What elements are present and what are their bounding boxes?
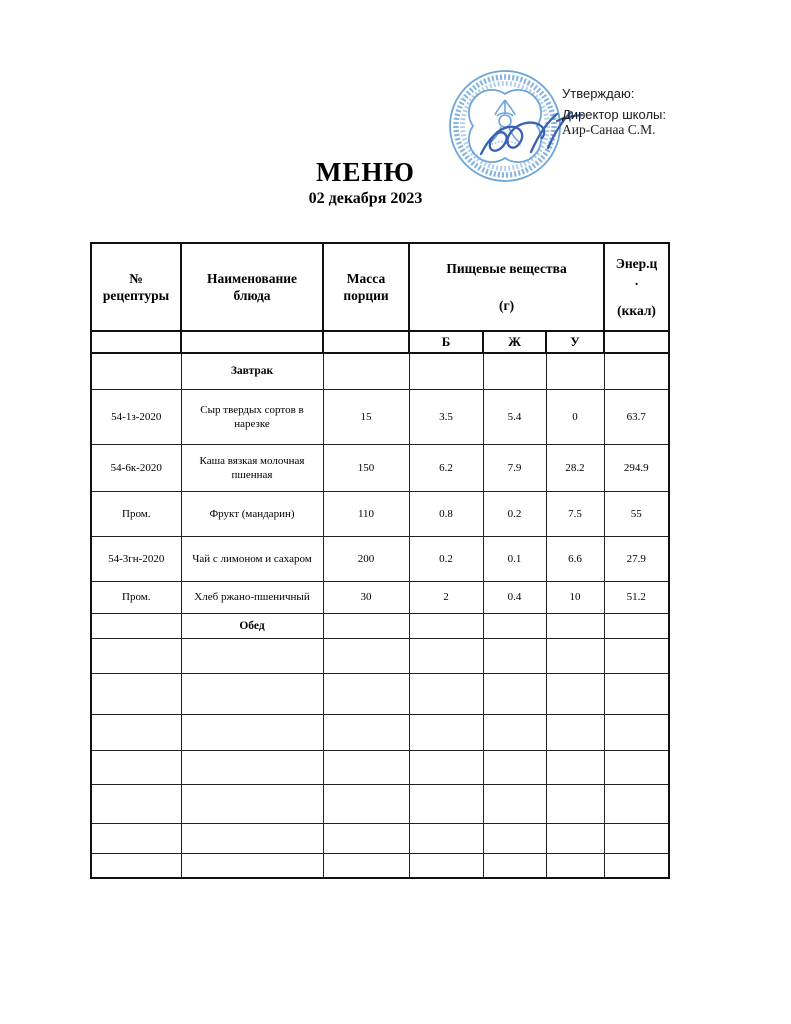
approval-director-name: Аир-Санаа С.М.	[562, 122, 656, 137]
dish-cell	[181, 823, 323, 853]
protein-cell	[409, 784, 483, 823]
recipe-cell	[91, 353, 181, 389]
protein-cell	[409, 750, 483, 784]
mass-cell: 110	[323, 491, 409, 536]
empty-row	[91, 853, 669, 878]
meal-section-row	[91, 613, 669, 638]
protein-cell	[409, 673, 483, 714]
empty-row	[91, 673, 669, 714]
protein-cell: 3.5	[409, 389, 483, 444]
kcal-cell	[604, 714, 669, 750]
header-energy-unit: (ккал)	[617, 303, 656, 318]
approval-block	[562, 86, 692, 137]
header-protein: Б	[409, 331, 483, 353]
mass-cell: 150	[323, 444, 409, 491]
mass-cell	[323, 673, 409, 714]
menu-table	[90, 242, 670, 879]
carbs-cell: 10	[546, 581, 604, 613]
kcal-cell	[604, 750, 669, 784]
dish-cell: Обед	[181, 613, 323, 638]
kcal-cell	[604, 784, 669, 823]
fat-cell	[483, 784, 546, 823]
fat-cell	[483, 613, 546, 638]
empty-row	[91, 750, 669, 784]
carbs-cell	[546, 353, 604, 389]
header-nutrients-label: Пищевые вещества	[446, 261, 567, 276]
empty-row	[91, 714, 669, 750]
fat-cell	[483, 853, 546, 878]
seal-emblem	[489, 100, 521, 146]
header-spacer-cell	[91, 331, 181, 353]
kcal-cell: 294.9	[604, 444, 669, 491]
fat-cell	[483, 673, 546, 714]
fat-cell: 0.1	[483, 536, 546, 581]
dish-cell: Фрукт (мандарин)	[181, 491, 323, 536]
protein-cell	[409, 714, 483, 750]
menu-table-body	[91, 353, 669, 878]
carbs-cell	[546, 853, 604, 878]
approval-position: Директор школы:	[562, 107, 666, 122]
recipe-cell	[91, 673, 181, 714]
mass-cell	[323, 714, 409, 750]
dish-cell	[181, 638, 323, 673]
protein-cell: 6.2	[409, 444, 483, 491]
header-dish: Наименование блюда	[181, 243, 323, 331]
empty-row	[91, 638, 669, 673]
header-mass: Масса порции	[323, 243, 409, 331]
fat-cell: 5.4	[483, 389, 546, 444]
kcal-cell	[604, 673, 669, 714]
dish-cell: Сыр твердых сортов в нарезке	[181, 389, 323, 444]
recipe-cell	[91, 853, 181, 878]
fat-cell	[483, 750, 546, 784]
fat-cell	[483, 353, 546, 389]
recipe-cell	[91, 750, 181, 784]
protein-cell: 0.8	[409, 491, 483, 536]
protein-cell: 2	[409, 581, 483, 613]
kcal-cell: 27.9	[604, 536, 669, 581]
dish-cell	[181, 750, 323, 784]
recipe-cell: 54-3гн-2020	[91, 536, 181, 581]
mass-cell	[323, 613, 409, 638]
mass-cell: 15	[323, 389, 409, 444]
kcal-cell: 51.2	[604, 581, 669, 613]
carbs-cell: 28.2	[546, 444, 604, 491]
carbs-cell	[546, 823, 604, 853]
kcal-cell: 63.7	[604, 389, 669, 444]
header-recipe: № рецептуры	[91, 243, 181, 331]
carbs-cell	[546, 613, 604, 638]
recipe-cell	[91, 638, 181, 673]
document-title: МЕНЮ	[316, 157, 415, 187]
header-energy-line1: Энер.ц	[615, 256, 658, 271]
kcal-cell	[604, 638, 669, 673]
kcal-cell	[604, 353, 669, 389]
recipe-cell: 54-6к-2020	[91, 444, 181, 491]
kcal-cell: 55	[604, 491, 669, 536]
kcal-cell	[604, 613, 669, 638]
kcal-cell	[604, 823, 669, 853]
recipe-cell	[91, 784, 181, 823]
kcal-cell	[604, 853, 669, 878]
header-spacer-cell	[323, 331, 409, 353]
mass-cell: 200	[323, 536, 409, 581]
protein-cell	[409, 853, 483, 878]
dish-cell	[181, 714, 323, 750]
mass-cell: 30	[323, 581, 409, 613]
mass-cell	[323, 823, 409, 853]
carbs-cell: 6.6	[546, 536, 604, 581]
fat-cell	[483, 823, 546, 853]
title-block	[0, 157, 731, 208]
recipe-cell	[91, 823, 181, 853]
dish-cell: Завтрак	[181, 353, 323, 389]
fat-cell: 0.2	[483, 491, 546, 536]
document-date: 02 декабря 2023	[308, 190, 423, 207]
carbs-cell	[546, 673, 604, 714]
protein-cell	[409, 353, 483, 389]
dish-row	[91, 536, 669, 581]
dish-row	[91, 389, 669, 444]
fat-cell	[483, 714, 546, 750]
mass-cell	[323, 853, 409, 878]
protein-cell	[409, 638, 483, 673]
carbs-cell: 7.5	[546, 491, 604, 536]
mass-cell	[323, 784, 409, 823]
dish-row	[91, 444, 669, 491]
dish-row	[91, 491, 669, 536]
menu-table-header	[91, 243, 669, 353]
carbs-cell	[546, 714, 604, 750]
dish-cell: Чай с лимоном и сахаром	[181, 536, 323, 581]
empty-row	[91, 784, 669, 823]
header-nutrients-unit: (г)	[498, 298, 515, 313]
protein-cell	[409, 823, 483, 853]
recipe-cell: Пром.	[91, 491, 181, 536]
header-energy	[604, 243, 669, 331]
header-spacer-cell	[181, 331, 323, 353]
header-spacer-cell	[604, 331, 669, 353]
fat-cell: 0.4	[483, 581, 546, 613]
fat-cell: 7.9	[483, 444, 546, 491]
meal-section-row	[91, 353, 669, 389]
recipe-cell: 54-1з-2020	[91, 389, 181, 444]
carbs-cell	[546, 784, 604, 823]
dish-cell	[181, 784, 323, 823]
mass-cell	[323, 638, 409, 673]
protein-cell: 0.2	[409, 536, 483, 581]
protein-cell	[409, 613, 483, 638]
approval-word: Утверждаю:	[562, 86, 635, 101]
carbs-cell	[546, 750, 604, 784]
recipe-cell	[91, 613, 181, 638]
header-nutrients	[409, 243, 604, 331]
dish-cell	[181, 673, 323, 714]
header-carbs: У	[546, 331, 604, 353]
fat-cell	[483, 638, 546, 673]
empty-row	[91, 823, 669, 853]
dish-row	[91, 581, 669, 613]
recipe-cell: Пром.	[91, 581, 181, 613]
recipe-cell	[91, 714, 181, 750]
dish-cell: Хлеб ржано-пшеничный	[181, 581, 323, 613]
dish-cell: Каша вязкая молочная пшенная	[181, 444, 323, 491]
carbs-cell: 0	[546, 389, 604, 444]
header-fat: Ж	[483, 331, 546, 353]
mass-cell	[323, 353, 409, 389]
carbs-cell	[546, 638, 604, 673]
header-energy-line2: .	[634, 273, 639, 288]
mass-cell	[323, 750, 409, 784]
dish-cell	[181, 853, 323, 878]
